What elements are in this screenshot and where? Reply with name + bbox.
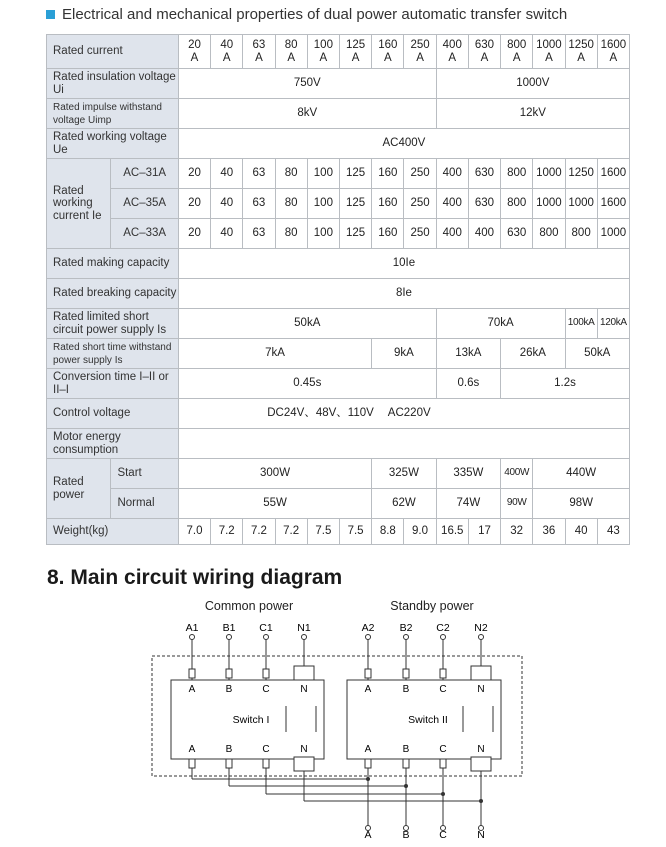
ac33-value: 160 [372, 219, 404, 249]
rated-current-unit: A [545, 51, 553, 64]
ac31-value: 800 [501, 159, 533, 189]
conversion-value-2: 0.6s [436, 369, 500, 399]
ac35-value: 400 [436, 189, 468, 219]
ac33-label: AC–33A [111, 219, 178, 249]
weight-value: 7.2 [275, 519, 307, 545]
weight-value: 40 [565, 519, 597, 545]
standby-power-label: Standby power [390, 599, 474, 613]
motor-label: Motor energy consumption [47, 429, 179, 459]
short-circuit-value-4: 120kA [597, 309, 629, 339]
neutral-top-terminal-icon [471, 666, 491, 680]
normal-label: Normal [111, 489, 178, 519]
ac31-value: 80 [275, 159, 307, 189]
weight-value: 17 [468, 519, 500, 545]
impulse-label: Rated impulse withstand voltage Uimp [53, 102, 162, 126]
rated-current-unit: A [480, 51, 489, 64]
neutral-top-terminal-icon [294, 666, 314, 680]
rated-current-unit: A [577, 51, 585, 64]
switch2-bottom-pole-a: A [364, 744, 372, 755]
terminal-label-b1: B1 [222, 622, 236, 634]
short-time-value-3: 13kA [436, 339, 500, 369]
ac35-value: 630 [468, 189, 500, 219]
rated-current-value: 100 [313, 39, 333, 52]
terminal-label-n1: N1 [297, 622, 311, 634]
rated-current-value: 40 [220, 39, 234, 52]
power-label: Rated power [47, 459, 111, 519]
section-title: 8. Main circuit wiring diagram [47, 566, 343, 589]
short-time-label: Rated short time withstand power supply Is [53, 342, 172, 366]
rated-current-value: 80 [284, 39, 298, 52]
ac35-value: 1000 [533, 189, 565, 219]
start-label: Start [111, 459, 178, 489]
making-label: Rated making capacity [47, 249, 179, 279]
weight-value: 32 [501, 519, 533, 545]
ac35-value: 800 [501, 189, 533, 219]
ac31-value: 63 [243, 159, 275, 189]
rated-current-value: 20 [188, 39, 201, 52]
top-pole-terminal-icon [403, 669, 409, 678]
output-label-c: C [439, 829, 447, 841]
rated-current-value: 800 [507, 39, 527, 52]
rated-current-unit: A [512, 51, 521, 64]
weight-value: 7.5 [339, 519, 371, 545]
weight-value: 7.2 [211, 519, 243, 545]
normal-value-4: 90W [501, 489, 533, 519]
common-power-label: Common power [204, 599, 294, 613]
weight-value: 7.0 [178, 519, 210, 545]
switch1-top-pole-b: B [225, 684, 233, 695]
rated-current-unit: A [609, 51, 618, 64]
rated-current-value: 63 [252, 39, 266, 52]
short-time-value-4: 26kA [501, 339, 565, 369]
supply-terminal-icon [264, 635, 269, 640]
weight-value: 7.5 [307, 519, 339, 545]
start-value-5: 440W [533, 459, 630, 489]
neutral-bottom-terminal-icon [294, 757, 314, 771]
switch1-bottom-pole-n: N [300, 744, 308, 755]
ac33-value: 800 [533, 219, 565, 249]
short-time-value-5: 50kA [565, 339, 629, 369]
ac33-value: 250 [404, 219, 436, 249]
ac31-value: 100 [307, 159, 339, 189]
breaking-value: 8Ie [178, 279, 629, 309]
control-value-ac: AC220V [387, 407, 431, 420]
supply-terminal-icon [404, 635, 409, 640]
short-time-value-2: 9kA [372, 339, 436, 369]
start-value-2: 325W [372, 459, 436, 489]
junction-dot-icon [479, 799, 483, 803]
switch2-bottom-pole-n: N [477, 744, 485, 755]
breaking-label: Rated breaking capacity [47, 279, 179, 309]
normal-value-2: 62W [372, 489, 436, 519]
normal-value-3: 74W [436, 489, 500, 519]
ac31-value: 1000 [533, 159, 565, 189]
ac33-value: 40 [211, 219, 243, 249]
ac31-value: 125 [339, 159, 371, 189]
bottom-pole-terminal-icon [263, 759, 269, 768]
junction-dot-icon [404, 784, 408, 788]
switch2-top-pole-c: C [439, 684, 447, 695]
rated-current-value: 1250 [568, 39, 594, 52]
switch1-label: Switch I [232, 714, 270, 726]
ac33-value: 80 [275, 219, 307, 249]
top-pole-terminal-icon [189, 669, 195, 678]
insulation-value-1: 750V [178, 69, 436, 99]
ac35-value: 160 [372, 189, 404, 219]
ac31-value: 250 [404, 159, 436, 189]
impulse-value-2: 12kV [436, 99, 629, 129]
rated-current-unit: A [448, 51, 457, 64]
bottom-pole-terminal-icon [403, 759, 409, 768]
making-value: 10Ie [178, 249, 629, 279]
conversion-value-1: 0.45s [178, 369, 436, 399]
terminal-label-a1: A1 [185, 622, 199, 634]
bottom-pole-terminal-icon [226, 759, 232, 768]
insulation-label: Rated insulation voltage Ui [47, 69, 179, 99]
top-pole-terminal-icon [263, 669, 269, 678]
terminal-label-n2: N2 [474, 622, 488, 634]
junction-dot-icon [366, 777, 370, 781]
ac33-value: 800 [565, 219, 597, 249]
ac35-value: 125 [339, 189, 371, 219]
rated-current-unit: A [351, 51, 360, 64]
ac31-value: 20 [178, 159, 210, 189]
ac31-value: 160 [372, 159, 404, 189]
insulation-value-2: 1000V [436, 69, 629, 99]
output-label-b: B [402, 829, 410, 841]
ac35-value: 100 [307, 189, 339, 219]
short-circuit-label: Rated limited short circuit power supply Is [47, 309, 179, 339]
weight-value: 43 [597, 519, 629, 545]
working-current-label: Rated working current Ie [47, 159, 111, 249]
bottom-pole-terminal-icon [189, 759, 195, 768]
weight-value: 36 [533, 519, 565, 545]
working-voltage-label: Rated working voltage Ue [47, 129, 179, 159]
rated-current-value: 1600 [600, 39, 627, 52]
rated-current-value: 160 [378, 39, 398, 52]
rated-current-value: 125 [346, 39, 366, 52]
start-value-3: 335W [436, 459, 500, 489]
weight-value: 7.2 [243, 519, 275, 545]
weight-value: 8.8 [372, 519, 404, 545]
ac33-value: 400 [436, 219, 468, 249]
switch1-top-pole-a: A [188, 684, 196, 695]
switch2-top-pole-b: B [402, 684, 410, 695]
start-value-1: 300W [178, 459, 371, 489]
terminal-label-c1: C1 [259, 622, 273, 634]
heading-text: Electrical and mechanical properties of dual power automatic transfer switch [62, 6, 568, 23]
ac33-value: 125 [339, 219, 371, 249]
weight-value: 9.0 [404, 519, 436, 545]
rated-current-value: 1000 [536, 39, 562, 52]
ac33-value: 630 [501, 219, 533, 249]
terminal-label-a2: A2 [361, 622, 375, 634]
normal-value-1: 55W [178, 489, 371, 519]
control-value-dc: DC24V、48V、110V [267, 407, 374, 420]
ac33-value: 100 [307, 219, 339, 249]
neutral-bottom-terminal-icon [471, 757, 491, 771]
supply-terminal-icon [302, 635, 307, 640]
ac31-value: 40 [211, 159, 243, 189]
rated-current-unit: A [416, 51, 424, 64]
rated-current-unit: A [222, 51, 231, 64]
switch2-top-pole-a: A [364, 684, 372, 695]
ac33-value: 1000 [597, 219, 629, 249]
rated-current-unit: A [383, 51, 392, 64]
switch1-bottom-pole-c: C [262, 744, 270, 755]
enclosure-dashed [152, 656, 522, 776]
ac31-value: 400 [436, 159, 468, 189]
weight-value: 16.5 [436, 519, 468, 545]
rated-current-value: 250 [410, 39, 430, 52]
switch1-bottom-pole-a: A [188, 744, 196, 755]
short-circuit-value-3: 100kA [565, 309, 597, 339]
switch2-bottom-pole-b: B [402, 744, 410, 755]
rated-current-value: 630 [474, 39, 495, 52]
start-value-4: 400W [501, 459, 533, 489]
ac33-value: 400 [468, 219, 500, 249]
switch2-top-pole-n: N [477, 684, 485, 695]
rated-current-value: 400 [442, 39, 462, 52]
supply-terminal-icon [366, 635, 371, 640]
ac35-value: 1600 [597, 189, 629, 219]
impulse-value-1: 8kV [178, 99, 436, 129]
switch1-bottom-pole-b: B [225, 744, 233, 755]
terminal-label-c2: C2 [436, 622, 450, 634]
rated-current-unit: A [190, 51, 199, 64]
supply-terminal-icon [227, 635, 232, 640]
supply-terminal-icon [190, 635, 195, 640]
rated-current-unit: A [255, 51, 263, 64]
switch1-top-pole-n: N [300, 684, 308, 695]
rated-current-unit: A [287, 51, 295, 64]
short-circuit-value-1: 50kA [178, 309, 436, 339]
junction-dot-icon [441, 792, 445, 796]
ac35-label: AC–35A [111, 189, 178, 219]
supply-terminal-icon [441, 635, 446, 640]
ac31-value: 1250 [565, 159, 597, 189]
output-label-n: N [477, 829, 485, 841]
rated-current-unit: A [319, 51, 328, 64]
working-voltage-value: AC400V [178, 129, 629, 159]
ac31-value: 630 [468, 159, 500, 189]
switch2-label: Switch II [408, 714, 448, 726]
switch1-top-pole-c: C [262, 684, 270, 695]
ac35-value: 63 [243, 189, 275, 219]
ac31-label: AC–31A [111, 159, 178, 189]
ac33-value: 63 [243, 219, 275, 249]
weight-label: Weight(kg) [47, 519, 179, 545]
bottom-pole-terminal-icon [365, 759, 371, 768]
short-time-value-1: 7kA [178, 339, 371, 369]
ac35-value: 80 [275, 189, 307, 219]
supply-terminal-icon [479, 635, 484, 640]
ac33-value: 20 [178, 219, 210, 249]
output-label-a: A [364, 829, 372, 841]
normal-value-5: 98W [533, 489, 630, 519]
conversion-value-3: 1.2s [501, 369, 630, 399]
top-pole-terminal-icon [226, 669, 232, 678]
rated-current-label: Rated current [47, 35, 179, 69]
ac35-value: 20 [178, 189, 210, 219]
ac35-value: 1000 [565, 189, 597, 219]
control-label: Control voltage [47, 399, 179, 429]
conversion-label: Conversion time I–II or II–I [47, 369, 179, 399]
ac31-value: 1600 [597, 159, 629, 189]
ac35-value: 40 [211, 189, 243, 219]
short-circuit-value-2: 70kA [436, 309, 565, 339]
bottom-pole-terminal-icon [440, 759, 446, 768]
ac35-value: 250 [404, 189, 436, 219]
switch2-bottom-pole-c: C [439, 744, 447, 755]
terminal-label-b2: B2 [399, 622, 413, 634]
top-pole-terminal-icon [440, 669, 446, 678]
top-pole-terminal-icon [365, 669, 371, 678]
